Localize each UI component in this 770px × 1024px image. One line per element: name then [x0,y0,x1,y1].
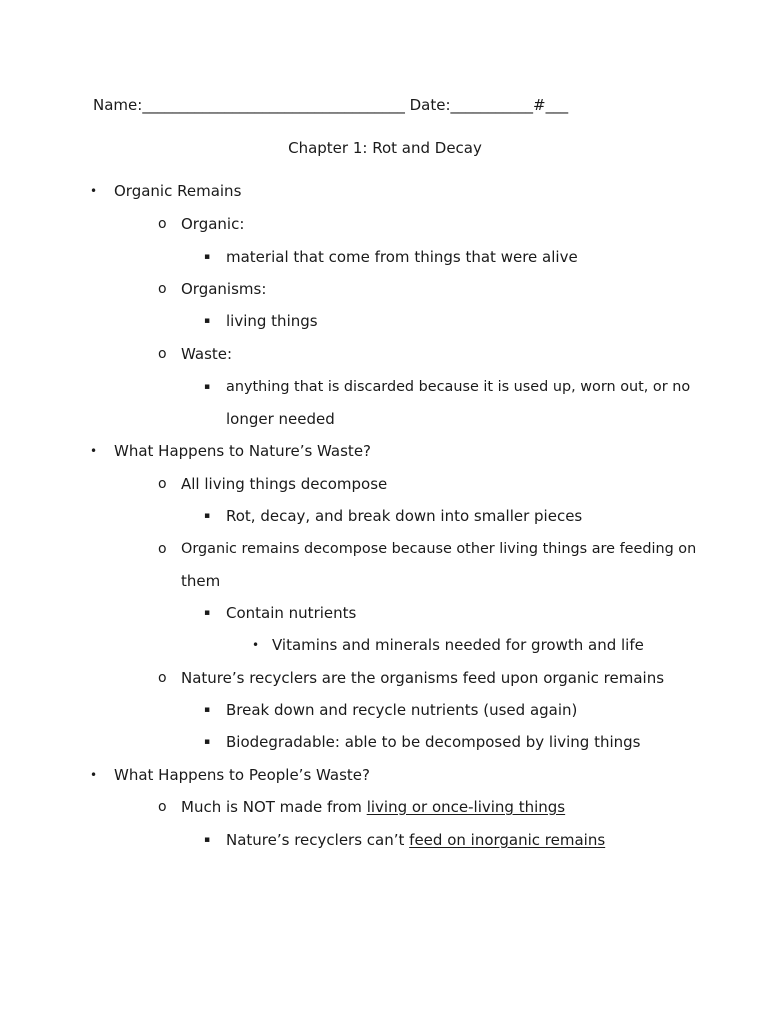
chapter-title: Chapter 1: Rot and Decay [288,139,482,157]
detail-vitamins-minerals: Vitamins and minerals needed for growth and life [272,636,644,654]
number-label: # [533,96,546,114]
point-not-made-from-living [181,797,565,817]
date-label: Date: [409,96,451,114]
bullet-dot: • [90,768,98,782]
bullet-circle: o [158,541,167,557]
name-blank: ___________________________________ [142,96,405,114]
section-heading-natures-waste: What Happens to Nature’s Waste? [114,442,372,460]
point-all-things-decompose: All living things decompose [181,475,388,493]
cant-feed-underlined: feed on inorganic remains [409,831,606,849]
cant-feed-prefix: Nature’s recyclers can’t [226,831,410,849]
bullet-square: ▪ [204,608,211,618]
bullet-circle: o [158,346,167,362]
definition-waste-line-1: anything that is discarded because it is used up, worn out, or no [226,379,691,395]
header-line [93,95,568,115]
section-heading-organic-remains: Organic Remains [114,182,242,200]
bullet-dot: • [90,444,98,458]
bullet-square: ▪ [204,737,211,747]
section-heading-peoples-waste: What Happens to People’s Waste? [114,766,370,784]
not-made-underlined: living or once-living things [366,798,566,816]
bullet-square: ▪ [204,705,211,715]
bullet-circle: o [158,476,167,492]
term-organisms: Organisms: [181,280,267,298]
definition-organisms: living things [226,312,318,330]
bullet-dot: • [90,184,98,198]
definition-waste-line-2: longer needed [226,410,335,428]
detail-break-down-recycle: Break down and recycle nutrients (used again) [226,701,578,719]
date-blank: ___________ [450,96,533,114]
term-organic: Organic: [181,215,245,233]
point-feeding-line-1: Organic remains decompose because other living things are feeding on [181,541,697,557]
term-waste: Waste: [181,345,233,363]
bullet-square: ▪ [204,252,211,262]
bullet-square: ▪ [204,511,211,521]
not-made-prefix: Much is NOT made from [181,798,367,816]
detail-contain-nutrients: Contain nutrients [226,604,357,622]
detail-cant-feed-inorganic [226,830,605,850]
bullet-circle: o [158,670,167,686]
bullet-circle: o [158,281,167,297]
bullet-dot: • [252,638,260,652]
bullet-circle: o [158,216,167,232]
number-blank: ___ [545,96,569,114]
bullet-square: ▪ [204,382,211,392]
bullet-circle: o [158,799,167,815]
point-feeding-line-2: them [181,572,221,590]
bullet-square: ▪ [204,835,211,845]
bullet-square: ▪ [204,316,211,326]
detail-rot-decay: Rot, decay, and break down into smaller pieces [226,507,583,525]
point-natures-recyclers: Nature’s recyclers are the organisms feed upon organic remains [181,669,665,687]
definition-organic: material that come from things that were alive [226,248,578,266]
detail-biodegradable: Biodegradable: able to be decomposed by living things [226,733,641,751]
name-label: Name: [93,96,143,114]
